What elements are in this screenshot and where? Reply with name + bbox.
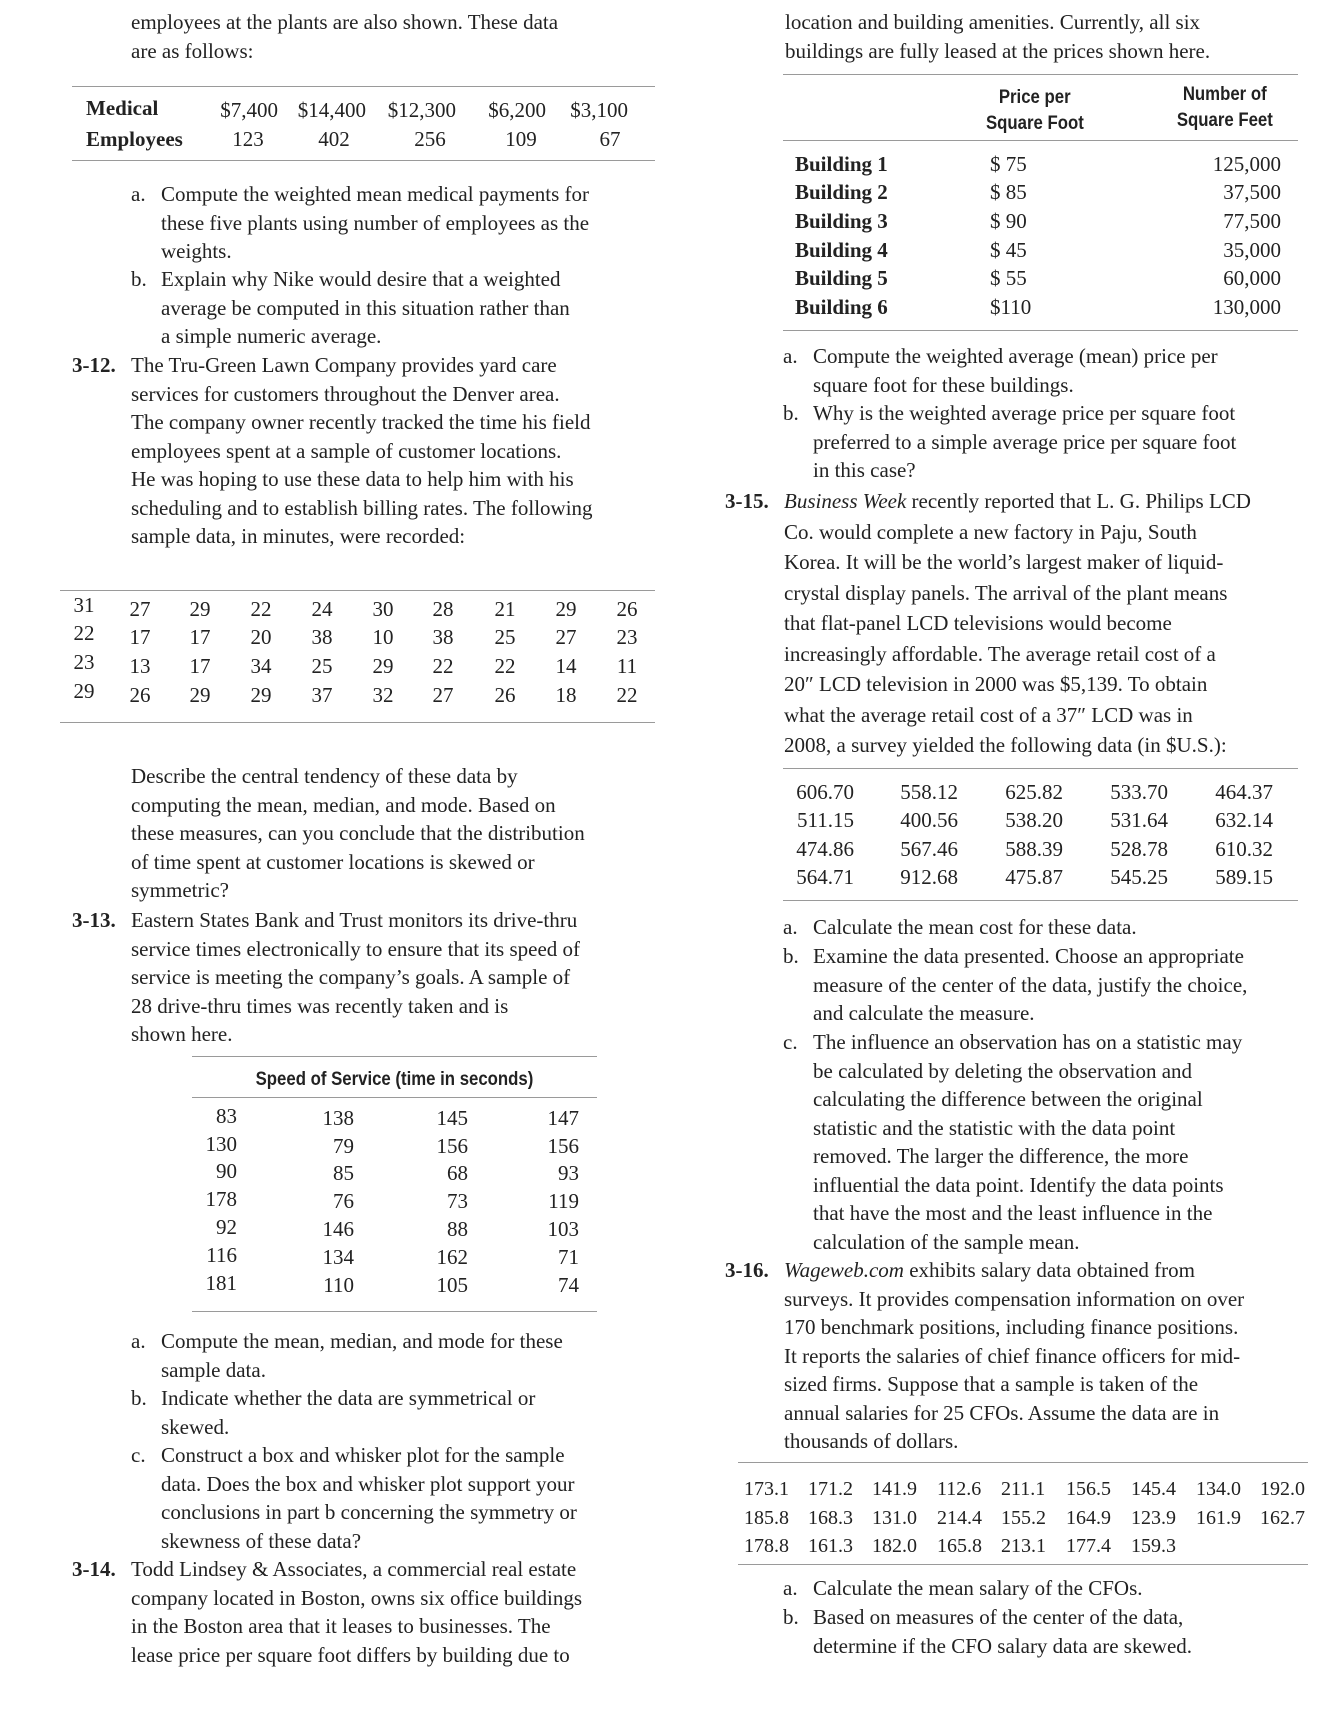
table-cell: 26 xyxy=(129,683,151,707)
table-cell: 27 xyxy=(129,597,151,621)
text-line: Why is the weighted average price per square foot xyxy=(813,401,1236,425)
table-cell: 168.3 xyxy=(808,1507,853,1529)
header-sqft: Number of xyxy=(1183,83,1267,105)
problem-number: 3-12. xyxy=(72,353,116,377)
table-cell: 475.87 xyxy=(1005,865,1063,889)
table-cell: $ 85 xyxy=(990,180,1027,204)
row-label-medical: Medical xyxy=(86,96,159,120)
text-line: sample data, in minutes, were recorded: xyxy=(131,524,466,548)
text-line: Eastern States Bank and Trust monitors its drive-thru xyxy=(131,908,578,932)
text-line: preferred to a simple average price per square foot xyxy=(813,429,1237,454)
table-cell: 112.6 xyxy=(937,1478,982,1500)
table-cell: 25 xyxy=(494,625,516,649)
table-cell: 11 xyxy=(616,654,638,678)
table-cell: 105 xyxy=(436,1273,468,1297)
text-line: what the average retail cost of a 37″ LCD was in xyxy=(784,702,1193,727)
table-cell: 103 xyxy=(547,1217,579,1241)
text-line: Compute the mean, median, and mode for these xyxy=(161,1329,563,1353)
table-cell: 610.32 xyxy=(1215,837,1273,861)
text-line: It reports the salaries of chief finance officers for mid- xyxy=(784,1343,1241,1368)
table-rule xyxy=(192,1311,597,1312)
table-cell: 178.8 xyxy=(744,1535,789,1557)
table-cell: 125,000 xyxy=(1212,152,1281,176)
table-cell: 538.20 xyxy=(1005,808,1063,832)
table-cell: 25 xyxy=(311,654,333,678)
table-cell: 464.37 xyxy=(1215,780,1273,804)
table-cell: 156.5 xyxy=(1066,1478,1111,1500)
table-rule xyxy=(783,768,1298,769)
text-line: conclusions in part b concerning the symmetry or xyxy=(161,1500,577,1524)
table-cell: 22 xyxy=(73,621,95,645)
table-cell: 32 xyxy=(372,683,394,707)
table-cell: Building 2 xyxy=(795,180,888,204)
table-cell: 131.0 xyxy=(872,1507,917,1529)
text-line: square foot for these buildings. xyxy=(813,372,1074,397)
table-cell: 178 xyxy=(205,1187,237,1211)
table-cell: 400.56 xyxy=(900,808,958,832)
text-line: that flat-panel LCD televisions would become xyxy=(784,611,1172,635)
table-rule xyxy=(738,1462,1308,1463)
text-line: calculation of the sample mean. xyxy=(813,1229,1080,1254)
text-line: in this case? xyxy=(813,458,916,482)
table-cell: 567.46 xyxy=(900,837,958,861)
text-line: a simple numeric average. xyxy=(161,324,382,348)
table-cell: 589.15 xyxy=(1215,865,1273,889)
table-cell: Building 4 xyxy=(795,238,888,262)
intro-text-left: employees at the plants are also shown. These data are as follows: xyxy=(131,10,559,63)
table-cell: $3,100 xyxy=(570,98,628,122)
table-cell: Building 1 xyxy=(795,152,888,176)
table-cell: 156 xyxy=(436,1134,468,1158)
table-cell: 22 xyxy=(616,683,638,707)
table-cell: 14 xyxy=(555,654,577,678)
table-rule xyxy=(60,590,655,591)
table-cell: 912.68 xyxy=(900,865,958,889)
table-cell: 138 xyxy=(322,1106,354,1130)
table-cell: 161.3 xyxy=(808,1535,853,1557)
table-cell: Building 6 xyxy=(795,295,888,319)
text-line: Compute the weighted average (mean) price per xyxy=(813,344,1218,368)
table-cell: 545.25 xyxy=(1110,865,1168,889)
text-line: lease price per square foot differs by building due to xyxy=(131,1642,570,1667)
table-cell: 181 xyxy=(205,1271,237,1295)
text-line: symmetric? xyxy=(131,878,229,902)
text-line: company located in Boston, owns six office buildings xyxy=(131,1585,583,1610)
table-cell: 74 xyxy=(558,1273,579,1297)
table-cell: 588.39 xyxy=(1005,837,1063,861)
table-cell: 162 xyxy=(436,1245,468,1269)
table-cell: 17 xyxy=(189,625,211,649)
table-cell: 38 xyxy=(432,625,454,649)
table-cell: 155.2 xyxy=(1001,1507,1046,1529)
table-cell: $7,400 xyxy=(220,98,278,122)
problem-number: 3-14. xyxy=(72,1557,116,1581)
text-line: Co. would complete a new factory in Paju, South xyxy=(784,519,1197,544)
table-cell: 77,500 xyxy=(1223,209,1281,233)
table-cell: 109 xyxy=(505,127,537,151)
table-cell: 21 xyxy=(494,597,516,621)
table-cell: 73 xyxy=(447,1189,468,1213)
table-cell: 177.4 xyxy=(1066,1535,1111,1557)
table-cell: 185.8 xyxy=(744,1507,789,1529)
table-rule xyxy=(783,140,1298,141)
table-cell: 164.9 xyxy=(1066,1507,1111,1529)
table-cell: 13 xyxy=(129,654,151,678)
table-cell: 182.0 xyxy=(872,1535,917,1557)
table-cell: $14,400 xyxy=(297,98,366,122)
text-line: thousands of dollars. xyxy=(784,1429,959,1453)
text-line: surveys. It provides compensation information on over xyxy=(784,1286,1245,1311)
table-cell: $ 45 xyxy=(990,238,1027,262)
table-rule xyxy=(783,330,1298,331)
text-line: The influence an observation has on a statistic may xyxy=(813,1030,1243,1054)
text-line: these measures, can you conclude that the distribution xyxy=(131,821,585,845)
table-cell: 22 xyxy=(432,654,454,678)
header-price: Price per xyxy=(999,86,1071,108)
table-cell: 31 xyxy=(73,593,95,617)
table-cell: 30 xyxy=(372,597,394,621)
table-cell: 26 xyxy=(616,597,638,621)
text-line: statistic and the statistic with the data point xyxy=(813,1115,1176,1140)
table-cell: 22 xyxy=(494,654,516,678)
table-cell: 37,500 xyxy=(1223,180,1281,204)
text-line: 20″ LCD television in 2000 was $5,139. To obtain xyxy=(784,672,1208,696)
text-line: annual salaries for 25 CFOs. Assume the data are in xyxy=(784,1400,1220,1425)
text-line: 170 benchmark positions, including finance positions. xyxy=(784,1315,1239,1339)
text-line: Examine the data presented. Choose an appropriate xyxy=(813,944,1244,968)
table-cell: 24 xyxy=(311,597,333,621)
text-line: be calculated by deleting the observation and xyxy=(813,1058,1193,1083)
text-line: 2008, a survey yielded the following data (in $U.S.): xyxy=(784,733,1227,757)
table-cell: $ 55 xyxy=(990,266,1027,290)
table-cell: 402 xyxy=(318,127,350,151)
table-cell: 110 xyxy=(323,1273,354,1297)
text-line: scheduling and to establish billing rates. The following xyxy=(131,495,593,520)
table-cell: $ 75 xyxy=(990,152,1027,176)
table-cell: 156 xyxy=(547,1134,579,1158)
text-line: The company owner recently tracked the time his field xyxy=(131,410,591,434)
table-cell: 165.8 xyxy=(937,1535,982,1557)
table-cell: $12,300 xyxy=(387,98,456,122)
table-cell: 76 xyxy=(333,1189,354,1213)
text-line: Korea. It will be the world’s largest maker of liquid- xyxy=(784,550,1224,574)
table-cell: 528.78 xyxy=(1110,837,1168,861)
table-cell: 161.9 xyxy=(1196,1507,1241,1529)
table-cell: 34 xyxy=(250,654,272,678)
text-line: average be computed in this situation rather than xyxy=(161,295,570,320)
table-cell: 123.9 xyxy=(1131,1507,1176,1529)
problem-number: 3-15. xyxy=(725,489,769,513)
text-line: weights. xyxy=(161,239,232,263)
text-line: skewed. xyxy=(161,1414,230,1439)
table-cell: 23 xyxy=(616,625,638,649)
text-line: removed. The larger the difference, the more xyxy=(813,1144,1189,1168)
text-line: 28 drive-thru times was recently taken and is xyxy=(131,993,509,1018)
text-line: Construct a box and whisker plot for the sample xyxy=(161,1443,565,1467)
text-line: Explain why Nike would desire that a weighted xyxy=(161,267,561,291)
table-rule xyxy=(192,1056,597,1057)
table-cell: 20 xyxy=(250,625,272,649)
table-cell: 29 xyxy=(555,597,577,621)
text-line: employees spent at a sample of customer locations. xyxy=(131,438,562,463)
table-cell: 17 xyxy=(129,625,151,649)
table-cell: 26 xyxy=(494,683,516,707)
text-line: calculating the difference between the original xyxy=(813,1087,1203,1111)
table-cell: 71 xyxy=(558,1245,579,1269)
problem-number: 3-13. xyxy=(72,908,116,932)
table-cell: Building 5 xyxy=(795,266,888,290)
table-cell: 90 xyxy=(216,1159,237,1183)
table-cell: 88 xyxy=(447,1217,468,1241)
table-cell: 159.3 xyxy=(1131,1535,1176,1557)
table-rule xyxy=(783,74,1298,75)
table-cell: 79 xyxy=(333,1134,354,1158)
table-cell: 29 xyxy=(189,597,211,621)
table-cell: 27 xyxy=(432,683,454,707)
table-cell: 146 xyxy=(322,1217,354,1241)
table-cell: 531.64 xyxy=(1110,808,1168,832)
table-cell: 92 xyxy=(216,1215,237,1239)
table-cell: 162.7 xyxy=(1260,1507,1305,1529)
table-cell: 17 xyxy=(189,654,211,678)
text-line: shown here. xyxy=(131,1022,233,1046)
table-cell: 29 xyxy=(250,683,272,707)
table-cell: 28 xyxy=(432,597,454,621)
table-rule xyxy=(783,900,1298,901)
table-cell: $ 90 xyxy=(990,209,1027,233)
table-cell: 22 xyxy=(250,597,272,621)
text-line: sample data. xyxy=(161,1357,266,1382)
text-line: Compute the weighted mean medical payments for xyxy=(161,182,590,206)
table-cell: 134 xyxy=(322,1245,354,1269)
table-cell: 625.82 xyxy=(1005,780,1063,804)
table-cell: 83 xyxy=(216,1104,237,1128)
table-cell: Building 3 xyxy=(795,209,888,233)
text-line: data. Does the box and whisker plot support your xyxy=(161,1471,575,1496)
table-cell: 474.86 xyxy=(796,837,854,861)
table-cell: 141.9 xyxy=(872,1478,917,1500)
text-line: Describe the central tendency of these data by xyxy=(131,764,518,788)
table-cell: $110 xyxy=(990,295,1032,319)
table-cell: 564.71 xyxy=(796,865,854,889)
table-cell: 511.15 xyxy=(797,808,854,832)
table-cell: 171.2 xyxy=(808,1478,853,1500)
table-cell: 119 xyxy=(548,1189,579,1213)
table-cell: 558.12 xyxy=(900,780,958,804)
text-line: increasingly affordable. The average retail cost of a xyxy=(784,641,1216,666)
text-line: Calculate the mean cost for these data. xyxy=(813,915,1137,939)
table-cell: 606.70 xyxy=(796,780,854,804)
table-cell: 123 xyxy=(232,127,264,151)
problem-3-12-question xyxy=(131,762,585,905)
text-line: in the Boston area that it leases to businesses. The xyxy=(131,1614,551,1638)
table-rule xyxy=(192,1097,597,1098)
text-line: computing the mean, median, and mode. Based on xyxy=(131,792,556,817)
table-rule xyxy=(72,86,655,87)
table-cell: 85 xyxy=(333,1161,354,1185)
table-cell: 145 xyxy=(436,1106,468,1130)
table-cell: 93 xyxy=(558,1161,579,1185)
text-line: that have the most and the least influence in the xyxy=(813,1201,1213,1225)
text-line: service is meeting the company’s goals. A sample of xyxy=(131,965,571,989)
table-cell: 29 xyxy=(73,679,95,703)
text-line: Based on measures of the center of the data, xyxy=(813,1605,1184,1629)
text-line: Calculate the mean salary of the CFOs. xyxy=(813,1576,1143,1600)
text-line: services for customers throughout the Denver area. xyxy=(131,381,560,406)
text-line: measure of the center of the data, justify the choice, xyxy=(813,972,1248,997)
table-cell: 192.0 xyxy=(1260,1478,1305,1500)
table-cell: 18 xyxy=(555,683,577,707)
table-cell: 632.14 xyxy=(1215,808,1273,832)
table-title: Speed of Service (time in seconds) xyxy=(255,1068,534,1090)
text-line: skewness of these data? xyxy=(161,1528,362,1553)
row-label-employees: Employees xyxy=(86,127,183,151)
table-cell: 213.1 xyxy=(1001,1535,1046,1557)
table-rule xyxy=(738,1564,1308,1565)
table-rule xyxy=(72,160,655,161)
table-cell: 211.1 xyxy=(1001,1478,1046,1500)
text-line: Todd Lindsey & Associates, a commercial real estate xyxy=(131,1557,577,1581)
text-line: He was hoping to use these data to help him with his xyxy=(131,467,574,491)
table-cell: 256 xyxy=(414,127,446,151)
text-line: sized firms. Suppose that a sample is taken of the xyxy=(784,1372,1199,1396)
text-line: and calculate the measure. xyxy=(813,1001,1035,1025)
table-cell: 29 xyxy=(189,683,211,707)
table-cell: 134.0 xyxy=(1196,1478,1241,1500)
table-rule xyxy=(60,722,655,723)
table-cell: 29 xyxy=(372,654,394,678)
table-cell: 173.1 xyxy=(744,1478,789,1500)
text-line: Indicate whether the data are symmetrical or xyxy=(161,1386,536,1410)
text-line: crystal display panels. The arrival of the plant means xyxy=(784,580,1228,605)
table-cell: 130 xyxy=(205,1132,237,1156)
table-cell: 37 xyxy=(311,683,333,707)
table-cell: $6,200 xyxy=(488,98,546,122)
table-cell: 60,000 xyxy=(1223,266,1281,290)
table-cell: 10 xyxy=(372,625,394,649)
table-cell: 130,000 xyxy=(1212,295,1281,319)
text-line: The Tru-Green Lawn Company provides yard care xyxy=(131,353,557,377)
text-line: influential the data point. Identify the data points xyxy=(813,1172,1224,1197)
intro-text-right: location and building amenities. Currently, all six buildings are fully leased at the prices shown here. xyxy=(785,10,1211,63)
text-line: of time spent at customer locations is skewed or xyxy=(131,849,535,874)
table-cell: 214.4 xyxy=(937,1507,982,1529)
text-line: service times electronically to ensure that its speed of xyxy=(131,936,581,961)
table-cell: 38 xyxy=(311,625,333,649)
table-cell: 147 xyxy=(547,1106,579,1130)
text-line: these five plants using number of employees as the xyxy=(161,210,590,235)
table-cell: 35,000 xyxy=(1223,238,1281,262)
table-cell: 116 xyxy=(206,1243,237,1267)
table-cell: 27 xyxy=(555,625,577,649)
text-line: determine if the CFO salary data are skewed. xyxy=(813,1633,1193,1658)
table-cell: 533.70 xyxy=(1110,780,1168,804)
table-cell: 67 xyxy=(599,127,621,151)
table-cell: 145.4 xyxy=(1131,1478,1176,1500)
problem-number: 3-16. xyxy=(725,1258,769,1282)
table-cell: 23 xyxy=(73,650,95,674)
table-cell: 68 xyxy=(447,1161,468,1185)
